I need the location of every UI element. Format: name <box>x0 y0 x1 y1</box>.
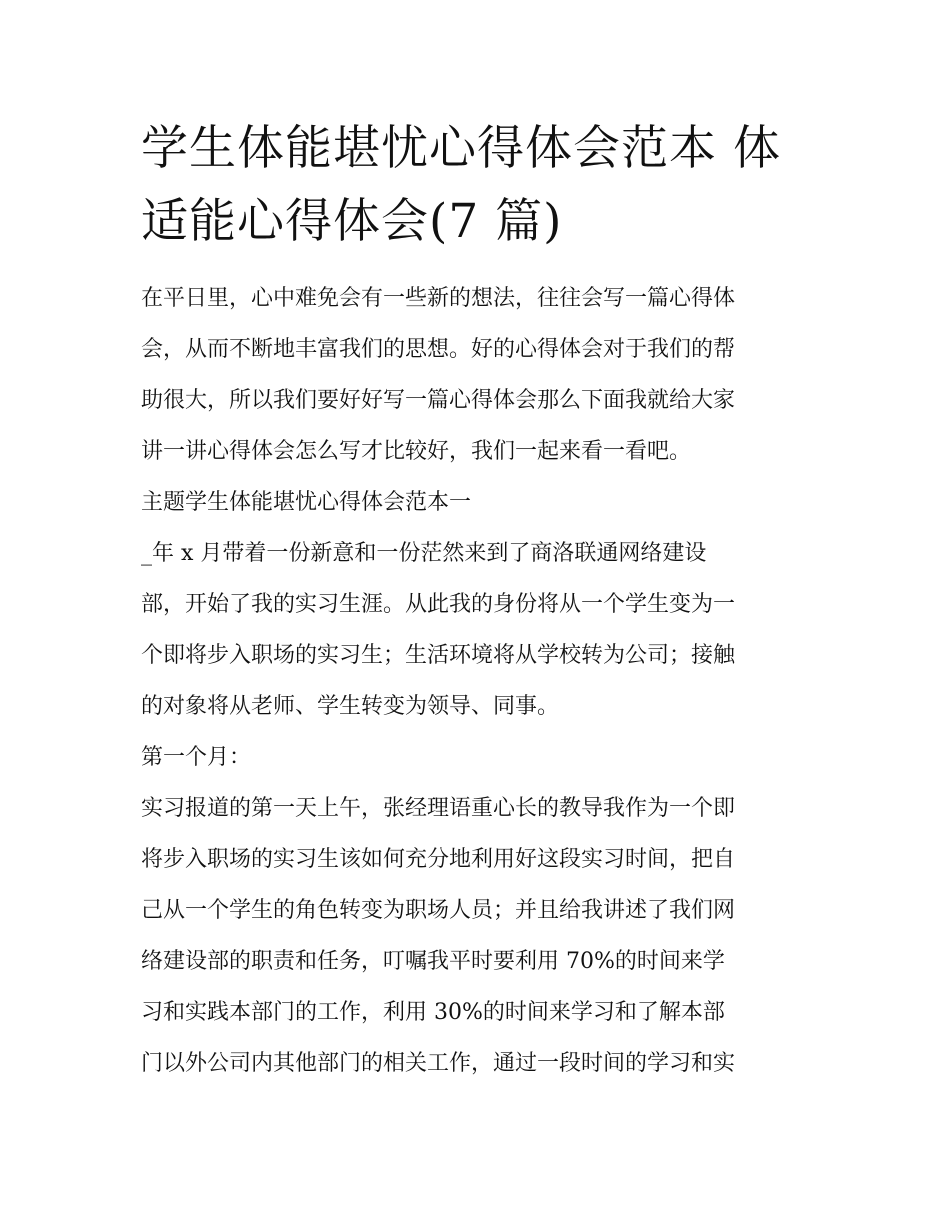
text-line: 部，开始了我的实习生涯。从此我的身份将从一个学生变为一 <box>141 592 736 617</box>
text-line: 己从一个学生的角色转变为职场人员；并且给我讲述了我们网 <box>141 898 736 923</box>
text-line: 在平日里，心中难免会有一些新的想法，往往会写一篇心得体 <box>141 286 736 311</box>
text-line: 会，从而不断地丰富我们的思想。好的心得体会对于我们的帮 <box>141 337 736 362</box>
month-heading <box>141 732 816 783</box>
body-paragraph <box>141 528 816 732</box>
text-line: 将步入职场的实习生该如何充分地利用好这段实习时间，把自 <box>141 847 736 872</box>
body-paragraph <box>141 783 816 1089</box>
text-line: _年 x 月带着一份新意和一份茫然来到了商洛联通网络建设 <box>141 541 707 566</box>
title-line: 学生体能堪忧心得体会范本 体 <box>141 121 781 176</box>
text-line: 助很大，所以我们要好好写一篇心得体会那么下面我就给大家 <box>141 388 736 413</box>
intro-paragraph <box>141 273 816 477</box>
text-line: 第一个月： <box>141 745 252 770</box>
title-line: 适能心得体会(7 篇) <box>141 194 563 249</box>
text-line: 讲一讲心得体会怎么写才比较好，我们一起来看一看吧。 <box>141 439 692 464</box>
text-line: 门以外公司内其他部门的相关工作，通过一段时间的学习和实 <box>141 1051 736 1076</box>
section-heading <box>141 477 816 528</box>
document-title <box>141 112 816 258</box>
text-line: 主题学生体能堪忧心得体会范本一 <box>141 490 472 515</box>
text-line: 实习报道的第一天上午，张经理语重心长的教导我作为一个即 <box>141 796 736 821</box>
text-line: 络建设部的职责和任务，叮嘱我平时要利用 70%的时间来学 <box>141 949 725 974</box>
text-line: 个即将步入职场的实习生；生活环境将从学校转为公司；接触 <box>141 643 736 668</box>
text-line: 的对象将从老师、学生转变为领导、同事。 <box>141 694 560 719</box>
document-page <box>141 112 816 1089</box>
text-line: 习和实践本部门的工作，利用 30%的时间来学习和了解本部 <box>141 1000 725 1025</box>
